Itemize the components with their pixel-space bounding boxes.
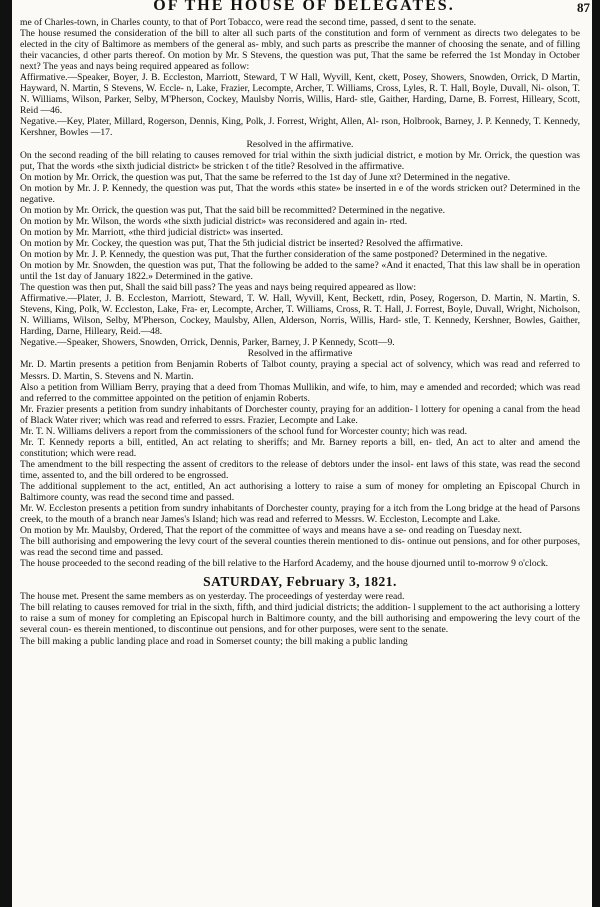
vote-affirmative: Affirmative.—Speaker, Boyer, J. B. Eccleston, Marriott, Steward, T W Hall, Wyvill, Kent, ckett, Posey, Showers, Snowden, Orrick, D Martin, Hayward, N. Martin, S Stevens, W. Eccle- n, Lake, Frazier, Lecompte, Archer, T. Williams, Cross, Lyles, R. T. Hall, Boyle, Duvall, Ni- olson, T. N. Williams, Wilson, Parker, Selby, M'Pherson, Cockey, Maulsby Norris, Willis, Hard- stle, Gaither, Harding, Darne, B. Forrest, Hilleary, Scott, Reid —46.: [20, 72, 580, 117]
scan-border-left: [0, 0, 12, 907]
paragraph: The question was then put, Shall the said bill pass? The yeas and nays being required appeared as llow:: [20, 282, 416, 294]
running-header: [20, 0, 588, 16]
paragraph: On motion by Mr. J. P. Kennedy, the question was put, That the words «this state» be inserted in e of the words stricken out? Determined in the negative.: [20, 182, 580, 205]
paragraph: me of Charles-town, in Charles county, to that of Port Tobacco, were read the second time, passed, d sent to the senate.: [20, 17, 476, 28]
scan-border-right: [592, 0, 600, 907]
paragraph: The bill relating to causes removed for trial in the sixth, fifth, and third judicial districts; the addition- l supplement to the act authorising a lottery to raise a sum of money for completing an Episcopal hurch in Baltimore county, and the bill authorising and empowering the levy court of the several coun- es therein mentioned, to discontinue out pensions, and for other purposes, were sent to the senate.: [20, 602, 580, 636]
paragraph: On motion by Mr. Cockey, the question was put, That the 5th judicial district be inserted? Resolved the affirmative.: [20, 237, 463, 249]
journal-body: [20, 17, 580, 647]
paragraph: The bill authorising and empowering the levy court of the several counties therein mentioned to dis- ontinue out pensions, and for other purposes, was read the second time and passed.: [20, 536, 580, 559]
paragraph: On motion by Mr. Orrick, the question was put, That the said bill be recommitted? Determined in the negative.: [20, 204, 446, 216]
paragraph: Mr. W. Eccleston presents a petition from sundry inhabitants of Dorchester county, praying for a itch from the Long bridge at the head of Parsons creek, to the mouth of a branch near James's Island; hich was read and referred to Messrs. W. Eccleston, Lecompte and Lake.: [20, 503, 580, 526]
paragraph: Mr. T. N. Williams delivers a report from the commissioners of the school fund for Worcester county; hich was read.: [20, 425, 468, 437]
vote-negative: Negative.—Key, Plater, Millard, Rogerson, Dennis, King, Polk, J. Forrest, Wright, Allen, Al- rson, Holbrook, Barney, J. P. Kennedy, T. Kennedy, Kershner, Bowles —17.: [20, 116, 580, 139]
vote-negative: Negative.—Speaker, Showers, Snowden, Orrick, Dennis, Parker, Barney, J. P Kennedy, Scott—9.: [20, 337, 395, 349]
vote-affirmative: Affirmative.—Plater, J. B. Eccleston, Marriott, Steward, T. W. Hall, Wyvill, Kent, Beckett, rdin, Posey, Rogerson, D. Martin, N. Martin, S. Stevens, King, Polk, W. Eccleston, Lake, Fra- er, Lecompte, Archer, T. Williams, Cross, R. T. Hall, J. Forrest, Boyle, Duvall, Wright, Nicholson, N. Williams, Wilson, Selby, M'Pherson, Cockey, Maulsby, Allen, Alderson, Norris, Willis, Hard- stle, T. Kennedy, Kershner, Bowles, Gaither, Harding, Darne, Hilleary, Reid.—48.: [20, 293, 580, 338]
paragraph: The house proceeded to the second reading of the bill relative to the Harford Academy, and the house djourned until to-morrow 9 o'clock.: [20, 558, 549, 570]
page-number: 87: [577, 0, 590, 15]
paragraph: On motion by Mr. Maulsby, Ordered, That the report of the committee of ways and means have a se- ond reading on Tuesday next.: [20, 525, 522, 537]
header-title: OF THE HOUSE OF DELEGATES.: [153, 0, 455, 14]
paragraph: On motion by Mr. Snowden, the question was put, That the following be added to the same? «And it enacted, That this law shall be in operation until the 1st day of January 1822.» Determined in the gative.: [20, 260, 580, 283]
paragraph: On motion by Mr. Wilson, the words «the sixth judicial district» was reconsidered and again in- rted.: [20, 215, 408, 227]
paragraph: Mr. Frazier presents a petition from sundry inhabitants of Dorchester county, praying for an addition- l lottery for opening a canal from the head of Black Water river; which was read and referred to essrs. Frazier, Lecompte and Lake.: [20, 403, 580, 426]
paragraph: The bill making a public landing place and road in Somerset county; the bill making a public landing: [20, 635, 408, 647]
paragraph: The house resumed the consideration of the bill to alter all such parts of the constitution and form of vernment as directs two delegates to be elected in the city of Baltimore as members of the general as- mbly, and such parts as prescribe the manner of choosing the senate, and of filling their vacancies, d other parts thereof. On motion by Mr. S Stevens, the question was put, That the same be referred the 1st Monday in October next? The yeas and nays being required appeared as follow:: [20, 28, 580, 73]
paragraph: The house met. Present the same members as on yesterday. The proceedings of yesterday were read.: [20, 591, 405, 603]
resolution: Resolved in the affirmative.: [246, 138, 354, 150]
paragraph: Also a petition from William Berry, praying that a deed from Thomas Mullikin, and wife, to him, may e amended and recorded; which was read and referred to the committee appointed on the petition of enjamin Roberts.: [20, 381, 580, 404]
paragraph: Mr. T. Kennedy reports a bill, entitled, An act relating to sheriffs; and Mr. Barney reports a bill, en- tled, An act to alter and amend the constitution; which were read.: [20, 436, 580, 459]
paragraph: On the second reading of the bill relating to causes removed for trial within the sixth judicial district, e motion by Mr. Orrick, the question was put, That the words «the sixth judicial district» be stricken t of the title? Resolved in the affirmative.: [20, 149, 580, 172]
paragraph: Mr. D. Martin presents a petition from Benjamin Roberts of Talbot county, praying a special act of solvency, which was read and referred to Messrs. D. Martin, S. Stevens and N. Martin.: [20, 359, 580, 382]
paragraph: On motion by Mr. Orrick, the question was put, That the same be referred to the 1st day of June xt? Determined in the negative.: [20, 171, 511, 183]
paragraph: On motion by Mr. Marriott, «the third judicial district» was inserted.: [20, 226, 283, 238]
date-heading: SATURDAY, February 3, 1821.: [203, 574, 397, 590]
resolution: Resolved in the affirmative: [247, 348, 353, 360]
paragraph: The amendment to the bill respecting the assent of creditors to the release of debtors under the insol- ent laws of this state, was read the second time, assented to, and the bill ordered to be engrossed.: [20, 458, 580, 481]
paragraph: On motion by Mr. J. P. Kennedy, the question was put, That the further consideration of the same postponed? Determined in the negative.: [20, 248, 548, 260]
paragraph: The additional supplement to the act, entitled, An act authorising a lottery to raise a sum of money for ompleting an Episcopal Church in Baltimore county, was read the second time and passed.: [20, 480, 580, 504]
